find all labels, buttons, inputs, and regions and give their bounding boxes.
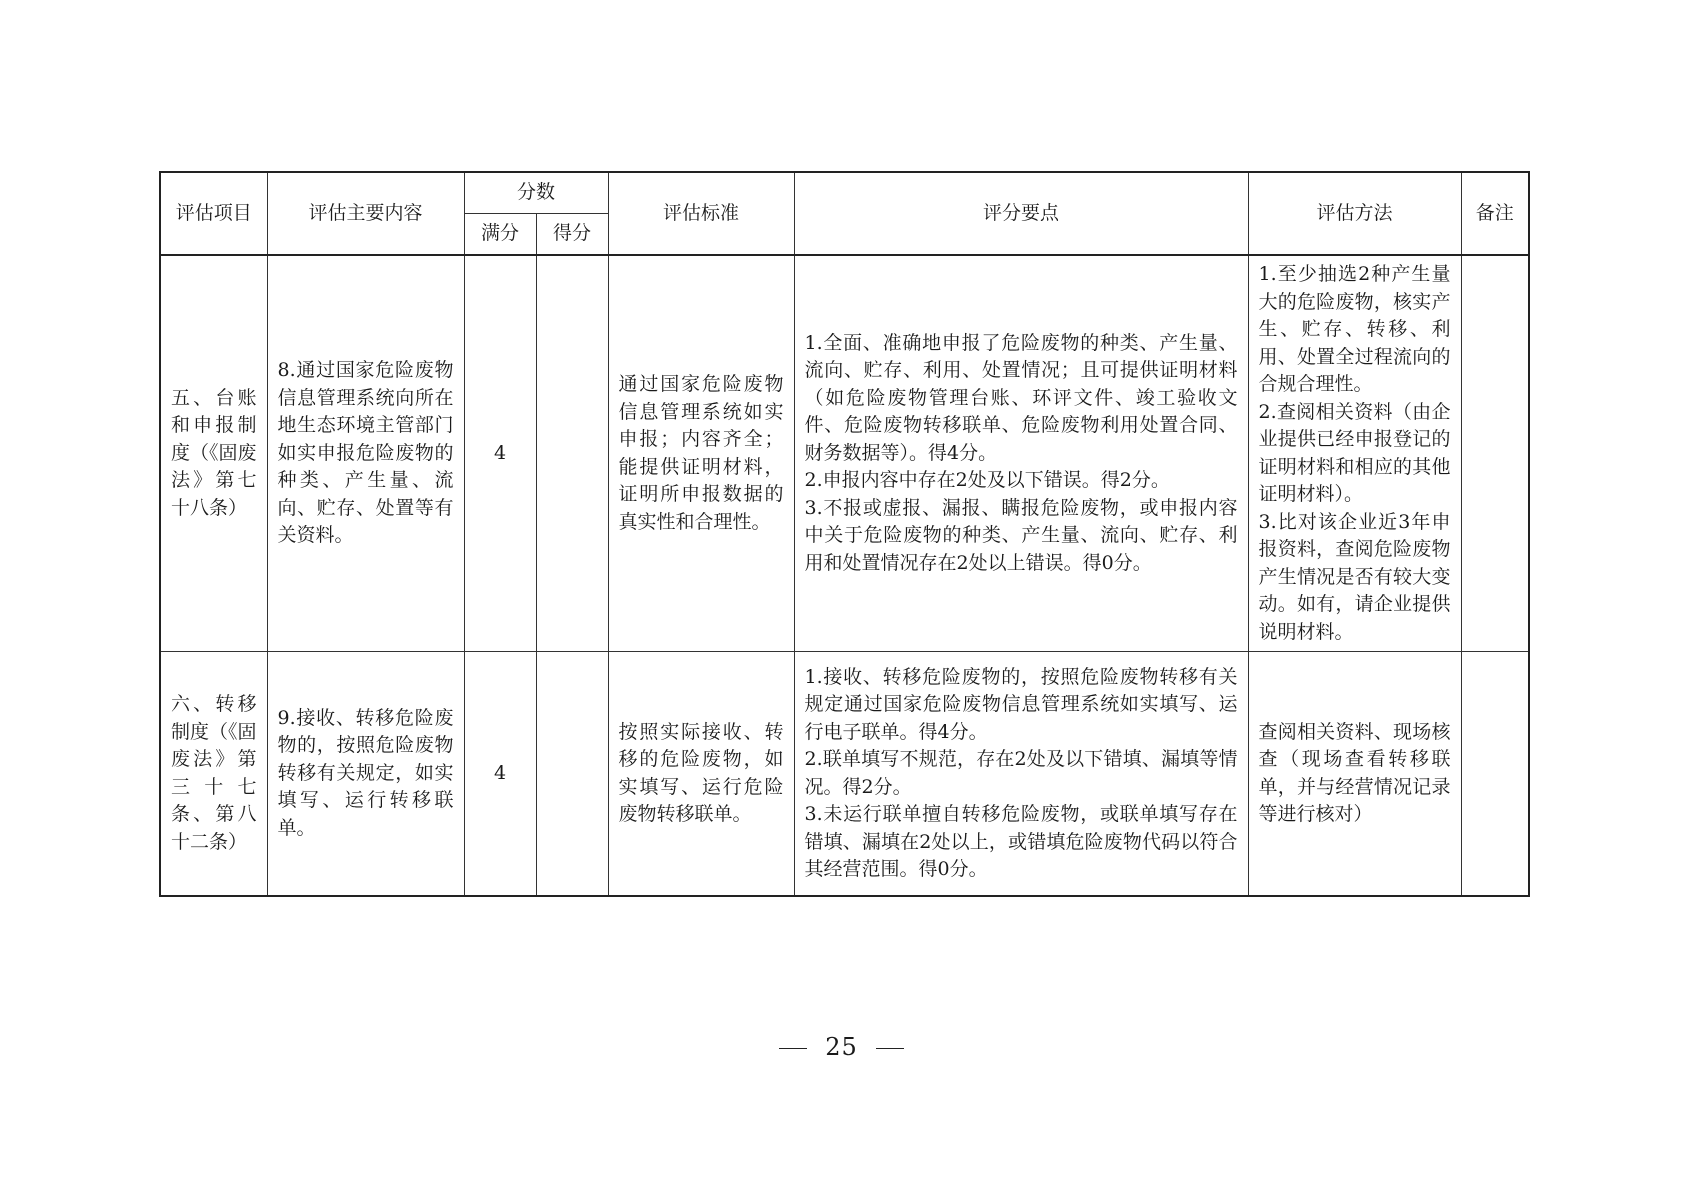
row-method [1248,255,1461,652]
page-footer [0,1033,1683,1061]
header-got-score: 得分 [536,214,608,256]
footer-dash-right [876,1048,904,1049]
method-item: 查阅相关资料、现场核查（现场查看转移联单，并与经营情况记录等进行核对） [1258,720,1451,825]
point-item: 3.不报或虚报、漏报、瞒报危险废物，或申报内容中关于危险废物的种类、产生量、流向、贮存、利用和处置情况存在2处以上错误。得0分。 [804,496,1238,574]
table-row [160,255,1529,652]
header-content: 评估主要内容 [267,172,464,255]
header-standard: 评估标准 [608,172,794,255]
point-item: 1.全面、准确地申报了危险废物的种类、产生量、流向、贮存、利用、处置情况；且可提供证明材料（如危险废物管理台账、环评文件、竣工验收文件、危险废物转移联单、危险废物利用处置合同、财务数据等）。得4分。 [804,331,1238,464]
method-item: 3.比对该企业近3年申报资料，查阅危险废物产生情况是否有较大变动。如有，请企业提供说明材料。 [1258,510,1451,643]
point-item: 2.联单填写不规范，存在2处及以下错填、漏填等情况。得2分。 [804,748,1238,798]
method-item: 2.查阅相关资料（由企业提供已经申报登记的证明材料和相应的其他证明材料）。 [1258,400,1451,505]
page-number: 25 [825,1033,858,1061]
row-remark [1461,652,1529,897]
header-score: 分数 [464,172,608,214]
row-item: 五、台账和申报制度（《固废法》第七十八条） [160,255,267,652]
point-item: 3.未运行联单擅自转移危险废物，或联单填写存在错填、漏填在2处以上，或错填危险废物代码以符合其经营范围。得0分。 [804,803,1238,880]
row-standard: 通过国家危险废物信息管理系统如实申报；内容齐全；能提供证明材料，证明所申报数据的真实性和合理性。 [608,255,794,652]
table-row [160,652,1529,897]
row-content: 9.接收、转移危险废物的，按照危险废物转移有关规定，如实填写、运行转移联单。 [267,652,464,897]
table-header [160,172,1529,255]
header-points: 评分要点 [794,172,1248,255]
row-method [1248,652,1461,897]
row-remark [1461,255,1529,652]
row-content: 8.通过国家危险废物信息管理系统向所在地生态环境主管部门如实申报危险废物的种类、产生量、流向、贮存、处置等有关资料。 [267,255,464,652]
evaluation-table [159,171,1530,897]
point-item: 1.接收、转移危险废物的，按照危险废物转移有关规定通过国家危险废物信息管理系统如实填写、运行电子联单。得4分。 [804,665,1238,743]
header-item: 评估项目 [160,172,267,255]
row-full-score: 4 [464,652,536,897]
row-got-score [536,255,608,652]
row-got-score [536,652,608,897]
header-remark: 备注 [1461,172,1529,255]
row-points [794,255,1248,652]
point-item: 2.申报内容中存在2处及以下错误。得2分。 [804,469,1170,492]
row-standard: 按照实际接收、转移的危险废物，如实填写、运行危险废物转移联单。 [608,652,794,897]
header-full-score: 满分 [464,214,536,256]
footer-dash-left [779,1048,807,1049]
method-item: 1.至少抽选2种产生量大的危险废物，核实产生、贮存、转移、利用、处置全过程流向的合规合理性。 [1258,263,1451,395]
row-points [794,652,1248,897]
row-full-score: 4 [464,255,536,652]
header-method: 评估方法 [1248,172,1461,255]
row-item: 六、转移制度（《固废法》第三十七条、第八十二条） [160,652,267,897]
